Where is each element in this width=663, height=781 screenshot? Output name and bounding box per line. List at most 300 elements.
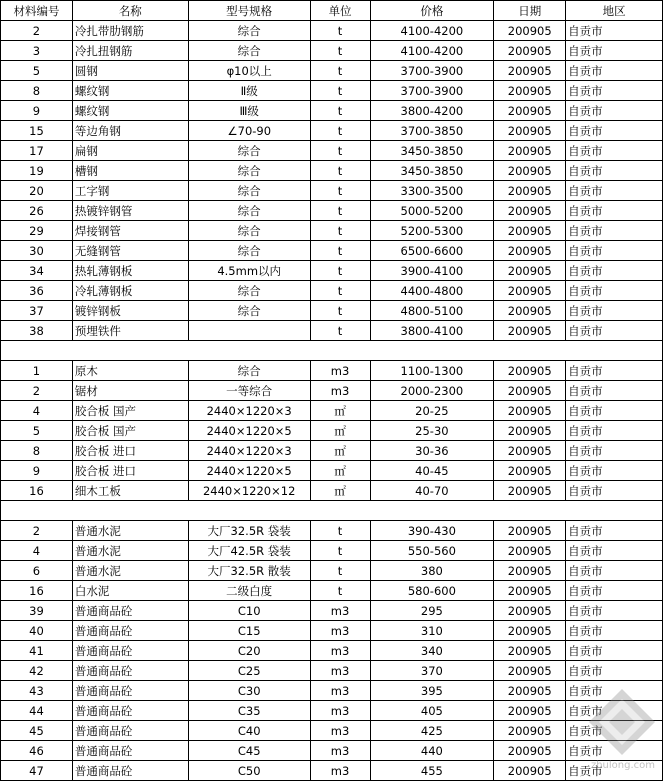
cell-unit: t [310,121,370,141]
cell-price: 370 [370,661,494,681]
cell-region: 自贡市 [566,401,663,421]
cell-price: 4100-4200 [370,21,494,41]
cell-code [1,341,73,361]
table-row [1,441,663,461]
cell-spec: 综合 [188,161,310,181]
cell-date: 200905 [494,241,566,261]
cell-price: 3700-3850 [370,121,494,141]
cell-name: 普通水泥 [72,561,188,581]
cell-region: 自贡市 [566,741,663,761]
cell-name: 镀锌钢板 [72,301,188,321]
cell-date: 200905 [494,541,566,561]
cell-region: 自贡市 [566,421,663,441]
cell-price: 3450-3850 [370,161,494,181]
cell-region: 自贡市 [566,181,663,201]
cell-code: 38 [1,321,73,341]
cell-price: 2000-2300 [370,381,494,401]
cell-date: 200905 [494,601,566,621]
cell-region: 自贡市 [566,381,663,401]
table-row [1,561,663,581]
cell-price: 580-600 [370,581,494,601]
cell-code: 29 [1,221,73,241]
cell-spec: C30 [188,681,310,701]
table-body [1,21,663,781]
cell-spec: C10 [188,601,310,621]
cell-region: 自贡市 [566,621,663,641]
table-row [1,141,663,161]
table-row [1,761,663,781]
cell-date: 200905 [494,201,566,221]
cell-date: 200905 [494,261,566,281]
cell-price: 4400-4800 [370,281,494,301]
cell-region: 自贡市 [566,561,663,581]
cell-date: 200905 [494,21,566,41]
cell-spec: 综合 [188,221,310,241]
cell-code: 44 [1,701,73,721]
cell-name: 普通商品砼 [72,621,188,641]
cell-spec: 综合 [188,281,310,301]
cell-date: 200905 [494,401,566,421]
cell-code: 2 [1,21,73,41]
cell-date: 200905 [494,281,566,301]
cell-region: 自贡市 [566,201,663,221]
header-code: 材料编号 [1,1,73,21]
cell-code: 15 [1,121,73,141]
cell-unit: m3 [310,761,370,781]
cell-price: 3900-4100 [370,261,494,281]
cell-region: 自贡市 [566,541,663,561]
cell-code: 40 [1,621,73,641]
cell-spec: C40 [188,721,310,741]
cell-unit: m3 [310,701,370,721]
cell-region: 自贡市 [566,601,663,621]
cell-spec: 综合 [188,141,310,161]
cell-region: 自贡市 [566,641,663,661]
cell-region: 自贡市 [566,361,663,381]
header-price: 价格 [370,1,494,21]
cell-name: 胶合板 国产 [72,401,188,421]
cell-region: 自贡市 [566,461,663,481]
table-row [1,401,663,421]
cell-code: 16 [1,581,73,601]
table-row [1,361,663,381]
table-row [1,381,663,401]
table-row [1,721,663,741]
cell-name: 无缝钢管 [72,241,188,261]
cell-name: 普通水泥 [72,521,188,541]
cell-unit: t [310,281,370,301]
cell-price: 6500-6600 [370,241,494,261]
cell-date: 200905 [494,361,566,381]
cell-name: 胶合板 进口 [72,441,188,461]
table-row [1,321,663,341]
table-row [1,621,663,641]
cell-unit: t [310,81,370,101]
table-row [1,501,663,521]
cell-name: 冷扎扭钢筋 [72,41,188,61]
cell-price: 1100-1300 [370,361,494,381]
cell-region: 自贡市 [566,21,663,41]
cell-spec: Ⅱ级 [188,81,310,101]
header-unit: 单位 [310,1,370,21]
cell-price: 390-430 [370,521,494,541]
cell-price: 380 [370,561,494,581]
cell-spec: 综合 [188,21,310,41]
cell-name: 扁钢 [72,141,188,161]
cell-name: 热轧薄钢板 [72,261,188,281]
table-row [1,181,663,201]
cell-region: 自贡市 [566,261,663,281]
cell-price: 440 [370,741,494,761]
cell-code: 2 [1,381,73,401]
cell-code: 42 [1,661,73,681]
cell-region: 自贡市 [566,281,663,301]
cell-region: 自贡市 [566,41,663,61]
cell-date: 200905 [494,301,566,321]
header-row [1,1,663,21]
cell-name: 预埋铁件 [72,321,188,341]
header-date: 日期 [494,1,566,21]
cell-region: 自贡市 [566,241,663,261]
cell-region: 自贡市 [566,121,663,141]
cell-spec: 综合 [188,241,310,261]
table-row [1,281,663,301]
cell-spec: ∠70-90 [188,121,310,141]
header-name: 名称 [72,1,188,21]
cell-code: 2 [1,521,73,541]
cell-date: 200905 [494,521,566,541]
table-row [1,601,663,621]
cell-code: 4 [1,401,73,421]
cell-date [494,341,566,361]
table-row [1,21,663,41]
cell-price: 295 [370,601,494,621]
cell-date: 200905 [494,681,566,701]
cell-name: 普通商品砼 [72,641,188,661]
cell-name: 螺纹钢 [72,101,188,121]
cell-code: 46 [1,741,73,761]
cell-region: 自贡市 [566,761,663,781]
cell-price: 3800-4200 [370,101,494,121]
cell-unit: ㎡ [310,421,370,441]
cell-date: 200905 [494,381,566,401]
cell-unit: ㎡ [310,461,370,481]
cell-code: 1 [1,361,73,381]
cell-price: 3700-3900 [370,81,494,101]
cell-region [566,501,663,521]
table-row [1,241,663,261]
cell-price: 455 [370,761,494,781]
cell-unit [310,501,370,521]
table-row [1,221,663,241]
cell-name: 普通商品砼 [72,761,188,781]
cell-price [370,501,494,521]
cell-unit: m3 [310,641,370,661]
cell-name: 冷扎带肋钢筋 [72,21,188,41]
cell-spec: 综合 [188,201,310,221]
cell-date: 200905 [494,701,566,721]
cell-spec: 2440×1220×5 [188,461,310,481]
cell-unit: ㎡ [310,401,370,421]
cell-price [370,341,494,361]
cell-price: 5000-5200 [370,201,494,221]
cell-region: 自贡市 [566,141,663,161]
cell-name: 普通商品砼 [72,721,188,741]
cell-name: 细木工板 [72,481,188,501]
cell-name: 圆钢 [72,61,188,81]
cell-spec: 2440×1220×3 [188,441,310,461]
cell-name: 等边角钢 [72,121,188,141]
cell-region [566,341,663,361]
cell-code: 26 [1,201,73,221]
cell-code: 36 [1,281,73,301]
cell-unit: m3 [310,681,370,701]
cell-code: 39 [1,601,73,621]
cell-date: 200905 [494,481,566,501]
cell-spec: 一等综合 [188,381,310,401]
table-row [1,61,663,81]
cell-date: 200905 [494,121,566,141]
cell-code: 47 [1,761,73,781]
cell-spec: φ10以上 [188,61,310,81]
cell-date: 200905 [494,421,566,441]
cell-unit: t [310,241,370,261]
cell-code: 9 [1,101,73,121]
cell-unit: t [310,221,370,241]
cell-name: 白水泥 [72,581,188,601]
cell-unit: m3 [310,661,370,681]
cell-code: 43 [1,681,73,701]
cell-region: 自贡市 [566,661,663,681]
cell-spec: 大厂42.5R 袋装 [188,541,310,561]
cell-region: 自贡市 [566,81,663,101]
watermark-text: zhulong.com [590,760,655,771]
cell-code: 9 [1,461,73,481]
cell-region: 自贡市 [566,721,663,741]
cell-code: 45 [1,721,73,741]
cell-code: 4 [1,541,73,561]
cell-region: 自贡市 [566,301,663,321]
cell-price: 310 [370,621,494,641]
cell-unit: t [310,181,370,201]
table-row [1,541,663,561]
cell-spec: C25 [188,661,310,681]
cell-region: 自贡市 [566,581,663,601]
cell-price: 425 [370,721,494,741]
cell-price: 395 [370,681,494,701]
table-row [1,661,663,681]
cell-spec: 综合 [188,361,310,381]
cell-name: 冷轧薄钢板 [72,281,188,301]
table-row [1,341,663,361]
cell-date: 200905 [494,661,566,681]
cell-name: 原木 [72,361,188,381]
cell-spec: 综合 [188,41,310,61]
cell-name [72,501,188,521]
cell-price: 40-45 [370,461,494,481]
cell-unit: m3 [310,621,370,641]
cell-region: 自贡市 [566,161,663,181]
cell-date: 200905 [494,41,566,61]
header-spec: 型号规格 [188,1,310,21]
cell-unit: t [310,581,370,601]
cell-region: 自贡市 [566,481,663,501]
cell-date: 200905 [494,761,566,781]
cell-unit: t [310,161,370,181]
cell-name: 普通商品砼 [72,601,188,621]
cell-code: 19 [1,161,73,181]
cell-name: 螺纹钢 [72,81,188,101]
cell-date: 200905 [494,641,566,661]
table-row [1,521,663,541]
cell-name: 普通商品砼 [72,681,188,701]
cell-spec: 综合 [188,181,310,201]
cell-region: 自贡市 [566,681,663,701]
cell-price: 3300-3500 [370,181,494,201]
cell-price: 4800-5100 [370,301,494,321]
cell-price: 3450-3850 [370,141,494,161]
cell-date: 200905 [494,721,566,741]
table-row [1,201,663,221]
cell-date: 200905 [494,161,566,181]
cell-name: 普通商品砼 [72,701,188,721]
cell-code: 34 [1,261,73,281]
cell-name: 锯材 [72,381,188,401]
cell-region: 自贡市 [566,221,663,241]
cell-spec: C45 [188,741,310,761]
cell-price: 4100-4200 [370,41,494,61]
cell-name: 普通商品砼 [72,661,188,681]
table-row [1,461,663,481]
cell-price: 5200-5300 [370,221,494,241]
cell-unit: t [310,521,370,541]
cell-name: 普通水泥 [72,541,188,561]
table-row [1,581,663,601]
cell-code: 6 [1,561,73,581]
cell-code: 37 [1,301,73,321]
cell-code: 8 [1,81,73,101]
cell-name: 热镀锌钢管 [72,201,188,221]
cell-price: 25-30 [370,421,494,441]
cell-unit: t [310,261,370,281]
cell-unit: t [310,561,370,581]
cell-spec [188,321,310,341]
header-region: 地区 [566,1,663,21]
table-row [1,301,663,321]
cell-date: 200905 [494,321,566,341]
cell-spec: C20 [188,641,310,661]
cell-spec: 2440×1220×5 [188,421,310,441]
cell-region: 自贡市 [566,61,663,81]
cell-name: 胶合板 进口 [72,461,188,481]
table-row [1,261,663,281]
cell-date: 200905 [494,61,566,81]
table-row [1,41,663,61]
cell-date: 200905 [494,221,566,241]
cell-unit: ㎡ [310,441,370,461]
cell-name: 胶合板 国产 [72,421,188,441]
cell-spec: Ⅲ级 [188,101,310,121]
cell-date: 200905 [494,581,566,601]
cell-unit: m3 [310,721,370,741]
cell-price: 40-70 [370,481,494,501]
table-row [1,161,663,181]
table-row [1,421,663,441]
cell-unit: t [310,41,370,61]
table-row [1,101,663,121]
cell-code: 17 [1,141,73,161]
cell-code: 5 [1,61,73,81]
cell-spec [188,341,310,361]
cell-name: 槽钢 [72,161,188,181]
cell-price: 30-36 [370,441,494,461]
cell-date: 200905 [494,561,566,581]
cell-unit: t [310,61,370,81]
cell-name: 工字钢 [72,181,188,201]
cell-unit: t [310,541,370,561]
cell-date: 200905 [494,461,566,481]
cell-spec: 二级白度 [188,581,310,601]
cell-unit: t [310,141,370,161]
table-row [1,81,663,101]
cell-code [1,501,73,521]
cell-unit: t [310,201,370,221]
cell-region: 自贡市 [566,701,663,721]
cell-unit: m3 [310,361,370,381]
cell-name [72,341,188,361]
cell-price: 3800-4100 [370,321,494,341]
cell-unit: t [310,321,370,341]
cell-name: 焊接钢管 [72,221,188,241]
cell-date [494,501,566,521]
cell-spec: C35 [188,701,310,721]
cell-code: 30 [1,241,73,261]
cell-region: 自贡市 [566,101,663,121]
cell-spec: 大厂32.5R 袋装 [188,521,310,541]
cell-date: 200905 [494,621,566,641]
cell-region: 自贡市 [566,521,663,541]
cell-spec: 大厂32.5R 散装 [188,561,310,581]
cell-name: 普通商品砼 [72,741,188,761]
cell-date: 200905 [494,181,566,201]
table-row [1,681,663,701]
cell-unit: t [310,21,370,41]
table-row [1,481,663,501]
cell-code: 41 [1,641,73,661]
table-row [1,641,663,661]
cell-spec: C15 [188,621,310,641]
cell-unit: m3 [310,601,370,621]
cell-region: 自贡市 [566,441,663,461]
cell-code: 20 [1,181,73,201]
cell-spec: C50 [188,761,310,781]
cell-unit [310,341,370,361]
cell-code: 16 [1,481,73,501]
cell-spec: 4.5mm以内 [188,261,310,281]
cell-price: 20-25 [370,401,494,421]
cell-date: 200905 [494,81,566,101]
cell-date: 200905 [494,101,566,121]
cell-unit: m3 [310,741,370,761]
table-row [1,741,663,761]
cell-price: 3700-3900 [370,61,494,81]
cell-date: 200905 [494,441,566,461]
cell-unit: m3 [310,381,370,401]
cell-spec: 2440×1220×3 [188,401,310,421]
cell-price: 405 [370,701,494,721]
table-row [1,121,663,141]
cell-unit: t [310,301,370,321]
